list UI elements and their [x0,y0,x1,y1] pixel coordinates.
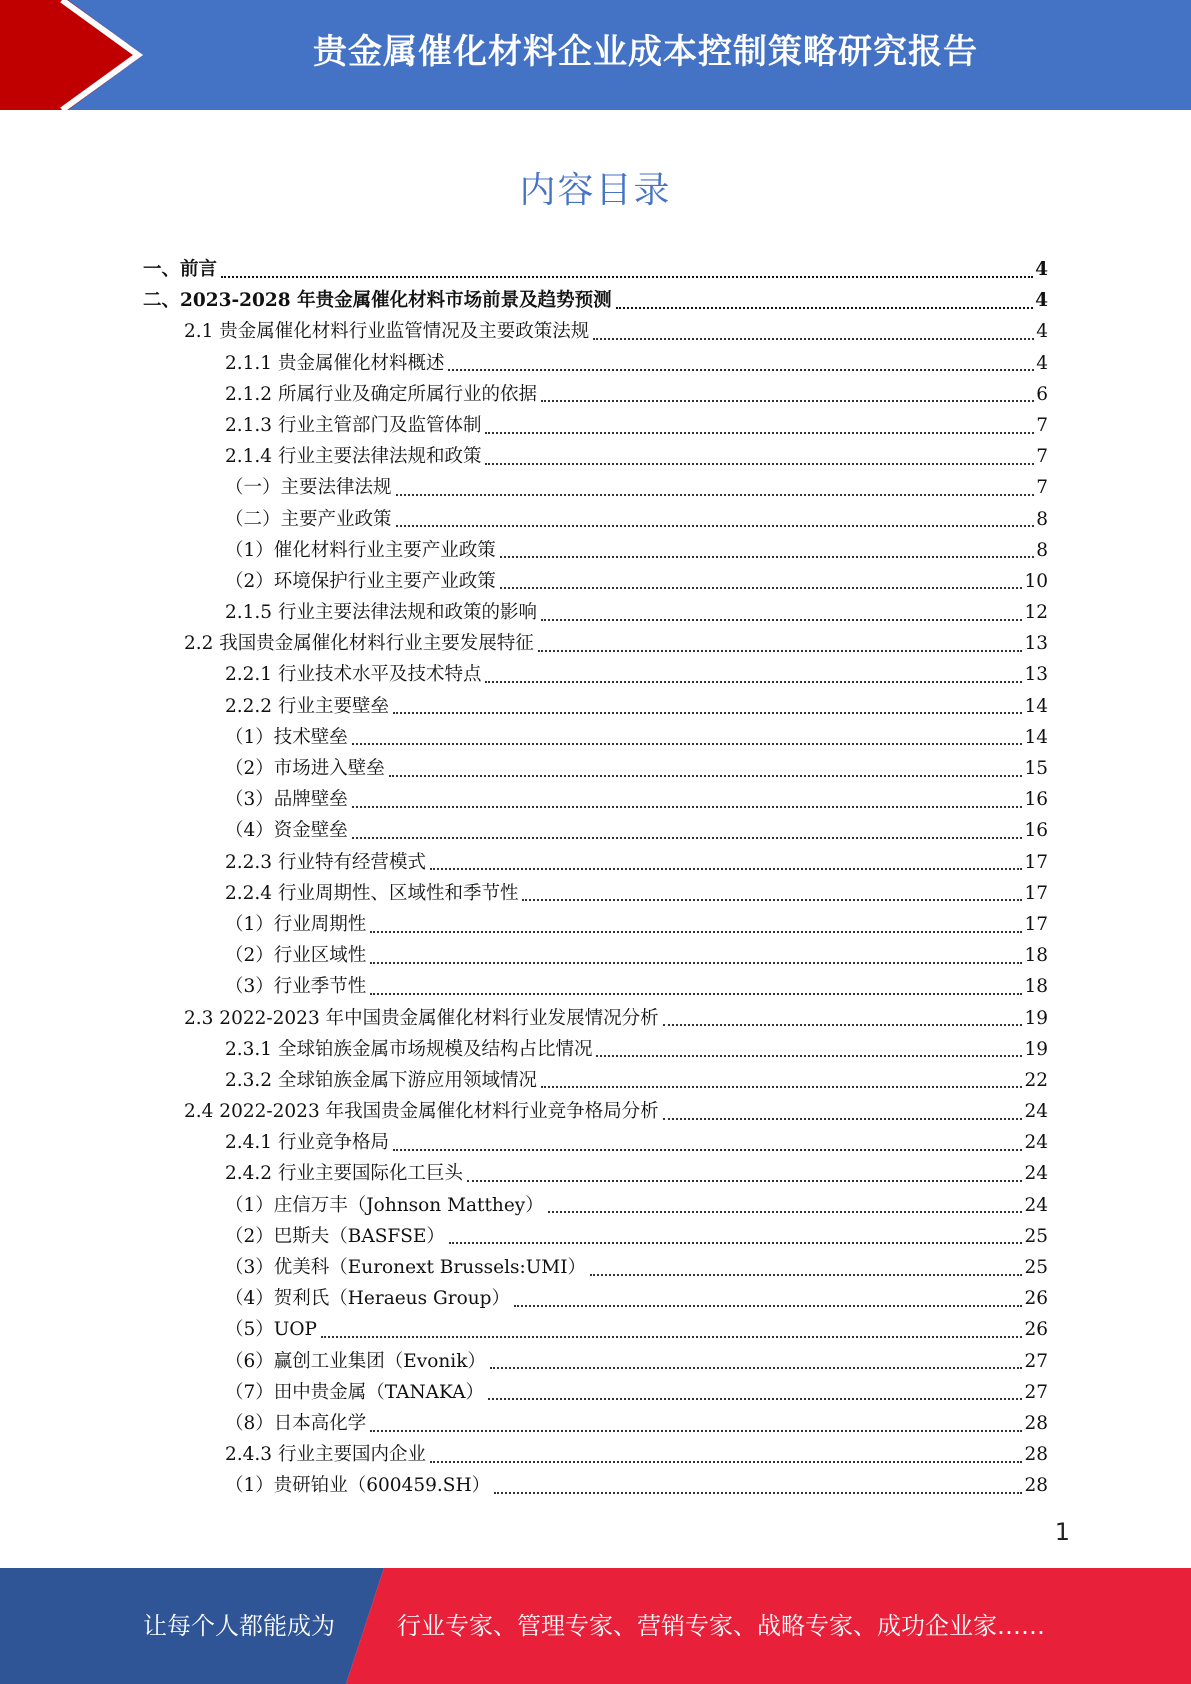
toc-entry-page: 4 [1036,352,1048,374]
dot-leader [352,837,1023,839]
toc-entry-line [225,909,1048,940]
toc-entry-line [225,1283,1048,1314]
toc-entry-label: 2.3.2 全球铂族金属下游应用领域情况 [225,1069,537,1091]
toc-entry-page: 15 [1024,758,1048,779]
toc-entry-line [225,441,1048,472]
toc-entry-page: 18 [1024,945,1048,967]
toc-entry-page: 7 [1036,446,1048,468]
toc-entry[interactable] [0,753,1191,784]
toc-entry-label: （5）UOP [225,1319,317,1341]
toc-entry[interactable] [0,1346,1191,1377]
toc-entry-label: 二、2023-2028 年贵金属催化材料市场前景及趋势预测 [143,290,612,312]
toc-entry-line [225,1314,1048,1345]
dot-leader [490,1367,1023,1369]
toc-entry-line [184,316,1048,347]
dot-leader [321,1336,1022,1338]
toc-entry-page: 28 [1024,1412,1048,1434]
toc-entry-page: 25 [1024,1225,1048,1247]
toc-entry[interactable] [0,815,1191,846]
dot-leader [467,1180,1022,1182]
toc-entry-page: 14 [1024,726,1048,748]
toc-entry-label: 一、前言 [143,259,218,280]
toc-entry-label: （2）市场进入壁垒 [225,758,385,779]
dot-leader [514,1305,1022,1307]
toc-entry[interactable] [0,285,1191,316]
toc-entry-page: 16 [1024,789,1048,811]
dot-leader [500,587,1023,589]
toc-entry[interactable] [0,1034,1191,1065]
toc-entry-line [225,1034,1048,1065]
toc-entry-label: （1）贵研铂业（600459.SH） [225,1475,491,1497]
toc-entry-line [225,535,1048,566]
dot-leader [352,806,1023,808]
toc-entry[interactable] [0,722,1191,753]
dot-leader [663,1024,1023,1026]
toc-entry-line [184,628,1048,659]
toc-entry-line [225,472,1048,503]
toc-entry-label: 2.1.1 贵金属催化材料概述 [225,352,445,374]
toc-entry-label: 2.1.5 行业主要法律法规和政策的影响 [225,602,537,624]
toc-entry[interactable] [0,1127,1191,1158]
toc-entry-label: （1）行业周期性 [225,913,367,935]
dot-leader [596,1055,1022,1057]
toc-entry-page: 8 [1036,539,1048,561]
toc-entry-line [225,940,1048,971]
toc-entry-page: 28 [1024,1475,1048,1497]
toc-entry[interactable] [0,410,1191,441]
report-title: 贵金属催化材料企业成本控制策略研究报告 [313,32,978,72]
toc-entry-page: 19 [1024,1007,1048,1029]
toc-entry-page: 28 [1024,1444,1048,1466]
toc-entry[interactable] [0,1439,1191,1470]
toc-entry[interactable] [0,1314,1191,1345]
dot-leader [370,931,1022,933]
toc-entry-label: 2.3 2022-2023 年中国贵金属催化材料行业发展情况分析 [184,1007,659,1029]
toc-entry-label: （1）技术壁垒 [225,726,348,748]
dot-leader [396,494,1035,496]
toc-entry-line [225,1408,1048,1439]
toc-entry-line [225,659,1048,690]
toc-entry-line [225,1065,1048,1096]
toc-entry-label: （2）环境保护行业主要产业政策 [225,570,496,592]
dot-leader [448,369,1034,371]
toc-entry-label: 2.3.1 全球铂族金属市场规模及结构占比情况 [225,1038,593,1060]
toc-entry[interactable] [0,1190,1191,1221]
dot-leader [352,743,1023,745]
toc-entry-page: 17 [1024,913,1048,935]
toc-entry-label: （一）主要法律法规 [225,477,392,499]
toc-entry-label: （二）主要产业政策 [225,508,392,530]
dot-leader [593,338,1034,340]
toc-entry[interactable] [0,348,1191,379]
toc-entry-page: 24 [1024,1163,1048,1185]
toc-entry-label: （4）贺利氏（Heraeus Group） [225,1288,510,1310]
toc-entry-label: 2.4.2 行业主要国际化工巨头 [225,1163,463,1185]
toc-entry-label: （3）行业季节性 [225,976,367,998]
toc-entry-page: 24 [1024,1194,1048,1216]
toc-entry[interactable] [0,847,1191,878]
toc-entry[interactable] [0,1377,1191,1408]
toc-entry[interactable] [0,628,1191,659]
dot-leader [370,962,1022,964]
toc-entry-label: （1）催化材料行业主要产业政策 [225,539,496,561]
toc-entry-page: 4 [1035,259,1048,280]
toc-entry[interactable] [0,472,1191,503]
toc-entry[interactable] [0,691,1191,722]
dot-leader [221,276,1033,278]
toc-entry[interactable] [0,784,1191,815]
toc-entry-line [225,971,1048,1002]
toc-entry-page: 12 [1024,602,1048,624]
dot-leader [541,619,1022,621]
dot-leader [393,1149,1022,1151]
toc-entry-page: 14 [1024,695,1048,717]
dot-leader [430,868,1022,870]
toc-entry-page: 24 [1024,1132,1048,1154]
toc-entry-line [225,348,1048,379]
table-of-contents [0,254,1191,1502]
toc-entry-label: （1）庄信万丰（Johnson Matthey） [225,1194,544,1216]
toc-entry-line [225,379,1048,410]
toc-entry-line [225,504,1048,535]
toc-entry-line [225,410,1048,441]
toc-entry-line [225,566,1048,597]
toc-entry-label: 2.2.3 行业特有经营模式 [225,851,426,873]
toc-entry-line [225,691,1048,722]
toc-entry-line [225,847,1048,878]
toc-entry[interactable] [0,1096,1191,1127]
toc-entry[interactable] [0,1252,1191,1283]
toc-entry-label: （7）田中贵金属（TANAKA） [225,1381,484,1403]
toc-entry[interactable] [0,1470,1191,1501]
toc-entry-page: 17 [1024,882,1048,904]
toc-entry-page: 17 [1024,851,1048,873]
toc-entry-label: 2.4.1 行业竞争格局 [225,1132,389,1154]
toc-entry-label: 2.2 我国贵金属催化材料行业主要发展特征 [184,633,534,655]
toc-entry-line [225,722,1048,753]
toc-entry-label: （8）日本高化学 [225,1412,367,1434]
toc-entry[interactable] [0,254,1191,285]
toc-entry-page: 16 [1024,820,1048,842]
toc-entry-label: （2）巴斯夫（BASFSE） [225,1225,445,1247]
toc-entry-label: 2.1.3 行业主管部门及监管体制 [225,414,482,436]
toc-entry[interactable] [0,597,1191,628]
dot-leader [541,400,1034,402]
toc-entry-line [225,784,1048,815]
toc-entry-line [225,1127,1048,1158]
toc-entry-line [225,1439,1048,1470]
toc-entry[interactable] [0,659,1191,690]
toc-entry-line [184,1096,1048,1127]
toc-entry-page: 22 [1024,1069,1048,1091]
toc-entry-page: 27 [1024,1350,1048,1372]
toc-entry-line [225,1158,1048,1189]
toc-entry-line [143,285,1048,316]
toc-entry-line [225,878,1048,909]
toc-entry[interactable] [0,1003,1191,1034]
footer-slogan-right: 行业专家、管理专家、营销专家、战略专家、成功企业家…… [397,1612,1045,1640]
toc-entry-label: 2.4 2022-2023 年我国贵金属催化材料行业竞争格局分析 [184,1101,659,1123]
toc-entry-line [143,254,1048,285]
toc-entry-page: 10 [1024,570,1048,592]
dot-leader [370,993,1022,995]
dot-leader [494,1492,1022,1494]
toc-entry[interactable] [0,1283,1191,1314]
toc-entry[interactable] [0,940,1191,971]
dot-leader [485,463,1034,465]
toc-entry-line [225,753,1048,784]
dot-leader [548,1211,1023,1213]
toc-entry-label: （2）行业区域性 [225,945,367,967]
toc-entry-label: 2.1 贵金属催化材料行业监管情况及主要政策法规 [184,321,590,343]
toc-entry-page: 4 [1035,290,1048,312]
toc-entry-page: 19 [1024,1038,1048,1060]
dot-leader [616,307,1034,309]
toc-entry[interactable] [0,316,1191,347]
toc-entry[interactable] [0,1221,1191,1252]
toc-entry-label: （6）赢创工业集团（Evonik） [225,1350,486,1372]
toc-entry-page: 25 [1024,1257,1048,1278]
toc-entry[interactable] [0,878,1191,909]
toc-heading: 内容目录 [519,170,672,211]
dot-leader [370,1430,1022,1432]
dot-leader [430,1461,1022,1463]
toc-entry-page: 7 [1036,414,1048,436]
toc-entry-line [225,597,1048,628]
dot-leader [488,1398,1023,1400]
footer-banner [0,1568,1191,1684]
dot-leader [500,556,1034,558]
dot-leader [538,650,1023,652]
toc-entry-line [225,815,1048,846]
toc-entry[interactable] [0,909,1191,940]
toc-entry-page: 7 [1036,477,1048,499]
toc-entry-label: 2.4.3 行业主要国内企业 [225,1444,426,1466]
toc-entry-line [225,1377,1048,1408]
toc-entry-page: 13 [1024,633,1048,655]
dot-leader [449,1242,1023,1244]
toc-entry-label: 2.2.4 行业周期性、区域性和季节性 [225,882,519,904]
dot-leader [485,432,1034,434]
toc-entry-page: 24 [1024,1101,1048,1123]
toc-entry-page: 13 [1024,664,1048,686]
header-banner [0,0,1191,110]
dot-leader [663,1118,1023,1120]
toc-entry-label: （3）优美科（Euronext Brussels:UMI） [225,1257,587,1278]
toc-entry-page: 18 [1024,976,1048,998]
toc-entry-page: 4 [1036,321,1048,343]
toc-entry-line [225,1346,1048,1377]
toc-entry-line [184,1003,1048,1034]
toc-entry-line [225,1470,1048,1501]
toc-entry-page: 26 [1024,1288,1048,1310]
toc-entry-label: 2.2.1 行业技术水平及技术特点 [225,664,482,686]
toc-entry[interactable] [0,504,1191,535]
toc-entry[interactable] [0,566,1191,597]
dot-leader [485,681,1022,683]
toc-entry[interactable] [0,1158,1191,1189]
toc-entry-line [225,1252,1048,1283]
toc-entry-label: （4）资金壁垒 [225,820,348,842]
toc-entry-page: 6 [1036,383,1048,405]
toc-entry-page: 27 [1024,1381,1048,1403]
toc-entry[interactable] [0,535,1191,566]
toc-entry-line [225,1190,1048,1221]
toc-entry-label: 2.1.2 所属行业及确定所属行业的依据 [225,383,537,405]
dot-leader [522,899,1022,901]
toc-entry[interactable] [0,441,1191,472]
toc-entry[interactable] [0,1408,1191,1439]
toc-entry[interactable] [0,1065,1191,1096]
dot-leader [541,1086,1022,1088]
page-number: 1 [1054,1518,1070,1546]
dot-leader [389,775,1023,777]
red-arrow-decoration [0,0,150,110]
dot-leader [396,525,1035,527]
toc-entry-page: 26 [1024,1319,1048,1341]
toc-entry-label: （3）品牌壁垒 [225,789,348,811]
toc-entry[interactable] [0,971,1191,1002]
toc-entry-page: 8 [1036,508,1048,530]
footer-slogan-left: 让每个人都能成为 [143,1612,335,1640]
toc-entry[interactable] [0,379,1191,410]
dot-leader [393,712,1022,714]
toc-entry-label: 2.1.4 行业主要法律法规和政策 [225,446,482,468]
toc-entry-line [225,1221,1048,1252]
toc-entry-label: 2.2.2 行业主要壁垒 [225,695,389,717]
dot-leader [590,1274,1022,1276]
